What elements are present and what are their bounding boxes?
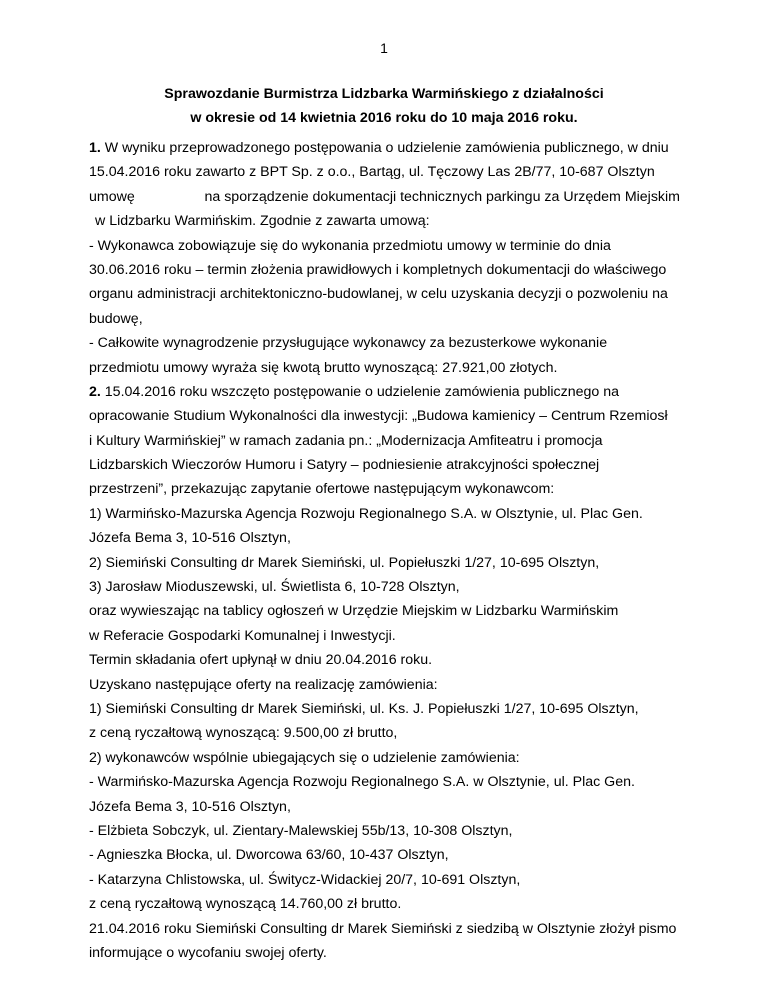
section-2-line: z ceną ryczałtową wynoszącą 14.760,00 zł brutto. [89,896,402,913]
section-2-line: z ceną ryczałtową wynoszącą: 9.500,00 zł brutto, [89,725,398,742]
section-2-line [89,380,689,404]
section-2-text: 15.04.2016 roku wszczęto postępowanie o udzielenie zamówienia publicznego na [100,383,620,400]
section-1-line [89,136,689,160]
section-2-line: Uzyskano następujące oferty na realizację zamówienia: [89,676,438,693]
section-2-line: 2) wykonawców wspólnie ubiegających się o udzielenie zamówienia: [89,749,520,766]
section-2-line: informujące o wycofaniu swojej oferty. [89,944,327,961]
section-2-line: Termin składania ofert upłynął w dniu 20.04.2016 roku. [89,652,433,669]
section-1-line: - Wykonawca zobowiązuje się do wykonania przedmiotu umowy w terminie do dnia [89,237,611,254]
section-1-text: na sporządzenie dokumentacji technicznych parkingu za Urzędem Miejskim [204,188,680,205]
section-2-line: 21.04.2016 roku Siemiński Consulting dr Marek Siemiński z siedzibą w Olsztynie złożył pismo [89,920,677,937]
section-1-line: przedmiotu umowy wyraża się kwotą brutto wynoszącą: 27.921,00 złotych. [89,359,558,376]
section-2-line: - Elżbieta Sobczyk, ul. Zientary-Malewskiej 55b/13, 10-308 Olsztyn, [89,822,513,839]
section-2-line: opracowanie Studium Wykonalności dla inwestycji: „Budowa kamienicy – Centrum Rzemiosł [89,408,668,425]
page-number: 1 [380,40,388,56]
section-1-line: w Lidzbarku Warmińskim. Zgodnie z zawarta umową: [95,213,430,230]
section-1-line: 30.06.2016 roku – termin złożenia prawidłowych i kompletnych dokumentacji do właściwego [89,261,667,278]
section-2-line: 1) Warmińsko-Mazurska Agencja Rozwoju Regionalnego S.A. w Olsztynie, ul. Plac Gen. [89,505,643,522]
section-2-line: oraz wywieszając na tablicy ogłoszeń w Urzędzie Miejskim w Lidzbarku Warmińskim [89,603,619,620]
section-1-line [89,185,680,209]
title-line-1: Sprawozdanie Burmistrza Lidzbarka Warmińskiego z działalności [164,86,604,102]
section-1-line: - Całkowite wynagrodzenie przysługujące wykonawcy za bezusterkowe wykonanie [89,335,608,352]
section-2-line: Józefa Bema 3, 10-516 Olsztyn, [89,798,291,815]
section-2-line: 3) Jarosław Mioduszewski, ul. Świetlista 6, 10-728 Olsztyn, [89,579,460,596]
section-2-line: przestrzeni”, przekazując zapytanie ofertowe następującym wykonawcom: [89,481,555,498]
section-2-line: - Agnieszka Błocka, ul. Dworcowa 63/60, 10-437 Olsztyn, [89,847,449,864]
section-2-line: w Referacie Gospodarki Komunalnej i Inwestycji. [89,627,396,644]
section-2-line: 2) Siemiński Consulting dr Marek Siemiński, ul. Popiełuszki 1/27, 10-695 Olsztyn, [89,554,600,571]
section-1-line: budowę, [89,310,143,327]
document-body [89,136,689,965]
section-1-line: organu administracji architektoniczno-budowlanej, w celu uzyskania decyzji o pozwoleniu na [89,286,668,303]
section-2-number: 2. [89,383,101,400]
section-2-line: Józefa Bema 3, 10-516 Olsztyn, [89,530,291,547]
section-1-text: W wyniku przeprowadzonego postępowania o udzielenie zamówienia publicznego, w dniu [100,140,669,156]
section-2-line: - Katarzyna Chlistowska, ul. Świtycz-Widackiej 20/7, 10-691 Olsztyn, [89,871,521,888]
document-title [0,82,768,130]
section-1-line: 15.04.2016 roku zawarto z BPT Sp. z o.o., Bartąg, ul. Tęczowy Las 2B/77, 10-687 Olsztyn [89,164,655,181]
section-2-line: Lidzbarskich Wieczorów Humoru i Satyry – podniesienie atrakcyjności społecznej [89,457,600,474]
section-1-text: umowę [89,188,135,205]
section-1-number: 1. [89,140,101,156]
section-2-line: - Warmińsko-Mazurska Agencja Rozwoju Regionalnego S.A. w Olsztynie, ul. Plac Gen. [89,774,635,791]
section-2-line: 1) Siemiński Consulting dr Marek Siemiński, ul. Ks. J. Popiełuszki 1/27, 10-695 Olsztyn, [89,700,639,717]
section-2-line: i Kultury Warmińskiej” w ramach zadania pn.: „Modernizacja Amfiteatru i promocja [89,432,603,449]
title-line-2: w okresie od 14 kwietnia 2016 roku do 10 maja 2016 roku. [190,110,578,126]
